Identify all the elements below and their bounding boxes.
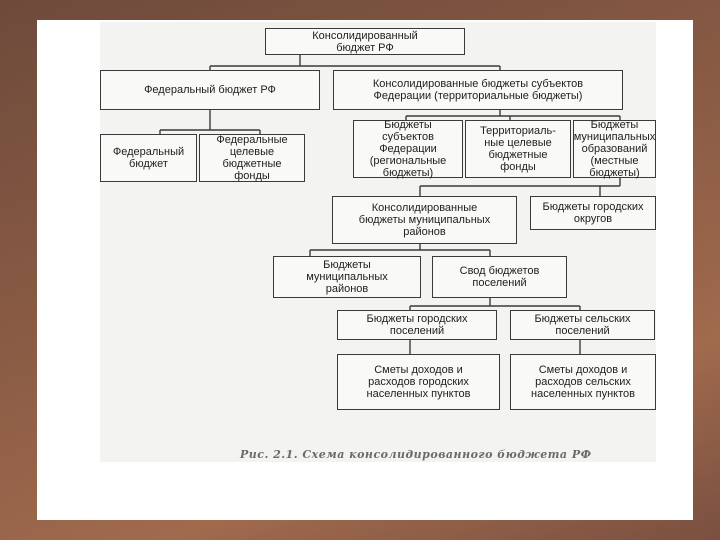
- scanned-figure: [100, 22, 656, 462]
- municipal-district-budgets-box: Бюджеты муниципальных районов: [273, 256, 421, 298]
- settlements-summary-box: Свод бюджетов поселений: [432, 256, 567, 298]
- municipal-budgets-box: Бюджеты муниципальных образований (местные бюджеты): [573, 119, 656, 179]
- rural-settlement-budgets-box: Бюджеты сельских поселений: [510, 310, 655, 340]
- federal-budget-box: Федеральный бюджет: [100, 134, 197, 182]
- federal-trust-funds-box: Федеральные целевые бюджетные фонды: [199, 134, 305, 182]
- consolidated-budget-rf-box: Консолидированный бюджет РФ: [265, 28, 465, 55]
- rural-estimates-box: Сметы доходов и расходов сельских населенных пунктов: [510, 354, 656, 410]
- consolidated-subject-budgets-box: Консолидированные бюджеты субъектов Федерации (территориальные бюджеты): [333, 70, 623, 110]
- subject-budgets-box: Бюджеты субъектов Федерации (региональные бюджеты): [353, 120, 463, 178]
- consolidated-district-budgets-box: Консолидированные бюджеты муниципальных районов: [332, 196, 517, 244]
- urban-settlement-budgets-box: Бюджеты городских поселений: [337, 310, 497, 340]
- slide-panel: [37, 20, 693, 520]
- city-district-budgets-box: Бюджеты городских округов: [530, 196, 656, 230]
- territorial-trust-funds-box: Территориаль- ные целевые бюджетные фонды: [465, 120, 571, 178]
- federal-budget-rf-box: Федеральный бюджет РФ: [100, 70, 320, 110]
- urban-estimates-box: Сметы доходов и расходов городских населенных пунктов: [337, 354, 500, 410]
- figure-caption: Рис. 2.1. Схема консолидированного бюджета РФ: [240, 448, 592, 461]
